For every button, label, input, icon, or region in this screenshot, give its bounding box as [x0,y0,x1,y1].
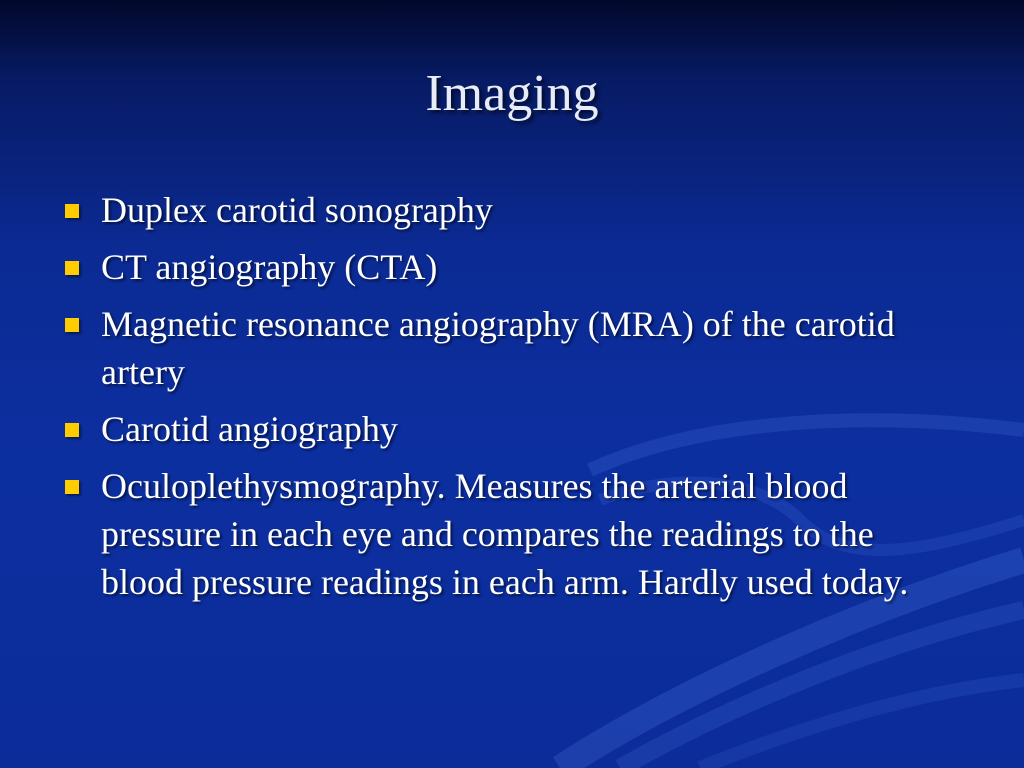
list-item [62,186,962,234]
square-bullet-icon [65,318,79,332]
square-bullet-icon [65,423,79,437]
slide-title: Imaging [425,65,599,122]
bullet-text: CT angiography (CTA) [101,247,438,287]
bullet-text: Magnetic resonance angiography (MRA) of the carotid artery [101,304,895,392]
list-item [62,462,962,606]
square-bullet-icon [65,480,79,494]
bullet-text: Duplex carotid sonography [101,190,493,230]
list-item [62,405,962,453]
square-bullet-icon [65,204,79,218]
bullet-text: Carotid angiography [101,409,398,449]
bullet-list [62,186,962,615]
square-bullet-icon [65,261,79,275]
list-item [62,300,962,396]
bullet-text: Oculoplethysmography. Measures the arterial blood pressure in each eye and compares the readings to the blood pressure readings in each arm. Hardly used today. [101,466,909,602]
list-item [62,243,962,291]
